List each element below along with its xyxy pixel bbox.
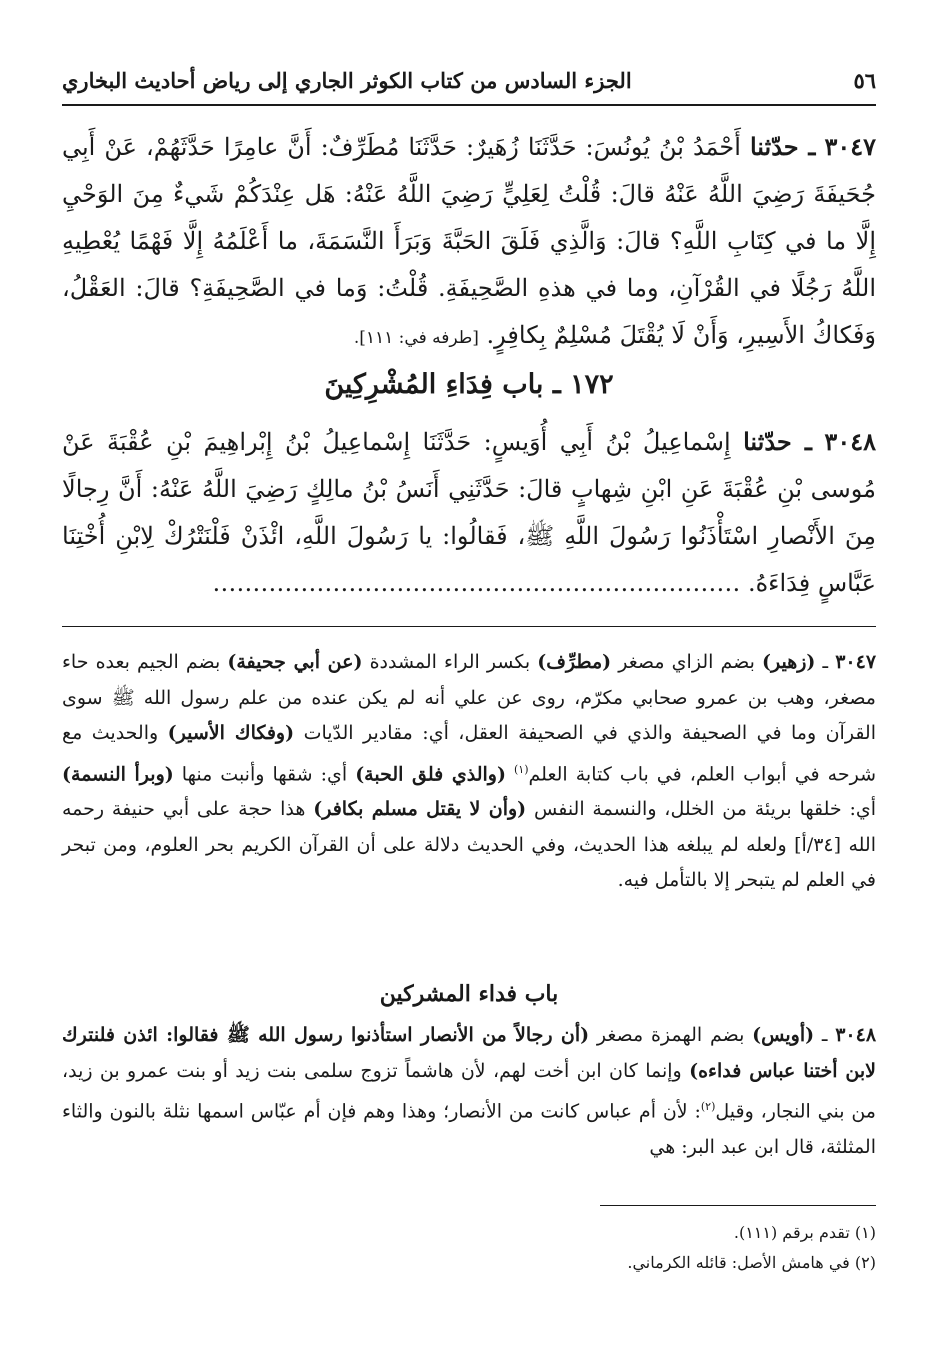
footnote-text: تقدم برقم (١١١). — [733, 1223, 850, 1242]
hadith-opening: ـ حدّثنا — [743, 427, 812, 456]
commentary-text: بضم الهمزة مصغر — [596, 1024, 745, 1046]
footnote-text: في هامش الأصل: قائله الكرماني. — [627, 1253, 850, 1272]
text-commentary-separator — [62, 626, 876, 627]
commentary-number: ٣٠٤٧ — [835, 651, 877, 673]
commentary-text: وإنما كان ابن أخت لهم، لأن هاشماً تزوج سلمى بنت زيد أو بنت عمرو بن زيد، من بني النجار، وقيل — [62, 1059, 876, 1123]
hadith-text: إِسْماعِيلُ بْنُ أَبِي أُوَيسٍ: حَدَّثَنَا إِسْماعِيلُ بْنُ إِبْراهِيمَ بْنِ عُقْبَةَ عَنْ مُوسى بْنِ عُقْبَةَ عَنِ ابْنِ شِهابٍ قالَ: حَدَّثَنِي أَنَسُ بْنُ مالِكٍ رَضِيَ اللَّهُ عَنْهُ: أَنَّ رِجالًا مِنَ الأَنْصارِ اسْتَأْذَنُوا رَسُولَ اللَّهِ ﷺ، فَقالُوا: يا رَسُولَ اللَّهِ، ائْذَنْ فَلْنَتْرُكْ لِابْنِ أُخْتِنَا عَبَّاسٍ فِدَاءَهُ. — [62, 428, 876, 597]
running-title: الجزء السادس من كتاب الكوثر الجاري إلى رياض أحاديث البخاري — [62, 67, 632, 93]
commentary-text: بضم الجيم بعده حاء مصغر، وهب بن عمرو صحابي مكرّم، روى عن علي أنه لم يكن عنده من علم رسول الله ﷺ سوى القرآن وما في الصحيفة والذي في الصحيفة العقل، أي: مقادير الدّيات — [62, 651, 877, 744]
hadith-text: أَحْمَدُ بْنُ يُونُسَ: حَدَّثَنَا زُهَيرٌ: حَدَّثَنَا مُطَرِّفٌ: أَنَّ عامِرًا حَدَّثَهُمْ، عَنْ أَبِي جُحَيفَةَ رَضِيَ اللَّهُ عَنْهُ قالَ: قُلْتُ لِعَلِيٍّ رَضِيَ اللَّهُ عَنْهُ: هَل عِنْدَكُمْ شَيءٌ مِنَ الوَحْيِ إِلَّا ما في كِتَابِ اللَّهِ؟ قالَ: وَالَّذِي فَلَقَ الحَبَّةَ وَبَرَأَ النَّسَمَةَ، ما أَعْلَمُهُ إِلَّا فَهْمًا يُعْطِيهِ اللَّهُ رَجُلًا في القُرْآنِ، وما في هذهِ الصَّحِيفَةِ. قُلْتُ: وَما في الصَّحِيفَةِ؟ قالَ: العَقْلُ، وَفَكاكُ الأَسِيرِ، وَأَنْ لَا يُقْتَلَ مُسْلِمٌ بِكافِرٍ. — [62, 133, 876, 349]
hadith-number: ٣٠٤٨ — [824, 427, 876, 456]
footnote-ref: (٢) — [700, 1100, 716, 1113]
keyword: (عن أبي جحيفة) — [227, 651, 363, 673]
hadith-number: ٣٠٤٧ — [824, 132, 876, 161]
page-number: ٥٦ — [853, 67, 876, 93]
footnote-mark: (٢) — [854, 1253, 876, 1272]
commentary-number: ٣٠٤٨ — [835, 1024, 877, 1046]
commentary-text: بكسر الراء المشددة — [369, 651, 531, 673]
commentary-heading — [62, 976, 876, 1012]
commentary-heading-title: باب فداء المشركين — [379, 981, 559, 1007]
footnotes — [62, 1218, 876, 1278]
commentary-3048 — [62, 1018, 876, 1165]
commentary-text: أي: شقها وأنبت منها — [181, 762, 348, 785]
dash: ـ — [822, 651, 829, 673]
keyword: (مطرِّف) — [537, 651, 612, 673]
chapter-heading — [62, 363, 876, 407]
keyword: (زهير) — [762, 651, 816, 673]
footnote-separator — [600, 1205, 876, 1206]
footnote-2 — [62, 1248, 876, 1278]
chapter-title: ١٧٢ ـ باب فِدَاءِ المُشْرِكِينَ — [324, 369, 614, 400]
footnote-1 — [62, 1218, 876, 1248]
keyword: (وأن لا يقتل مسلم بكافر) — [313, 798, 527, 821]
commentary-text: أي: خلقها بريئة من الخلل، والنسمة النفس — [533, 798, 877, 821]
footnote-ref: (١) — [514, 762, 529, 776]
commentary-text: والحديث مع شرحه في أبواب العلم، في باب كتابة العلم — [62, 722, 876, 785]
commentary-text: هذا حجة على أبي حنيفة رحمه الله [٣٤/أ] ولعله لم يبلغه هذا الحديث، وفي الحديث دلالة على أن القرآن الكريم بحر العلوم، ومن تبحر في العلم لم يتبحر إلا بالتأمل فيه. — [62, 798, 876, 892]
hadith-reference: [طرفه في: ١١١]. — [353, 328, 479, 348]
hadith-opening: ـ حدّثنا — [749, 132, 816, 161]
commentary-text: : لأن أم عباس كانت من الأنصار؛ وهذا وهم فإن أم عبّاس اسمها نثلة بالنون والثاء المثلثة، قال ابن عبد البر: هي — [62, 1100, 876, 1158]
hadith-3048 — [62, 418, 876, 607]
dash: ـ — [821, 1024, 828, 1046]
ellipsis-dots: ………………………………………………………… — [212, 569, 741, 597]
keyword: (أويس) — [752, 1024, 815, 1046]
header-rule — [62, 104, 876, 106]
hadith-3047 — [62, 123, 876, 362]
keyword: (وفكاك الأسير) — [167, 722, 295, 744]
footnote-mark: (١) — [854, 1223, 876, 1242]
commentary-3047 — [62, 645, 876, 899]
keyword: (والذي فلق الحبة) — [355, 762, 506, 785]
keyword: (وبرأ النسمة) — [62, 762, 174, 785]
keyword: (أن رجالاً من الأنصار استأذنوا رسول الله ﷺ فقالوا: ائذن فلنترك لابن أختنا عباس فداءه) — [62, 1024, 876, 1082]
running-head — [62, 58, 876, 102]
commentary-text: بضم الزاي مصغر — [618, 651, 755, 673]
